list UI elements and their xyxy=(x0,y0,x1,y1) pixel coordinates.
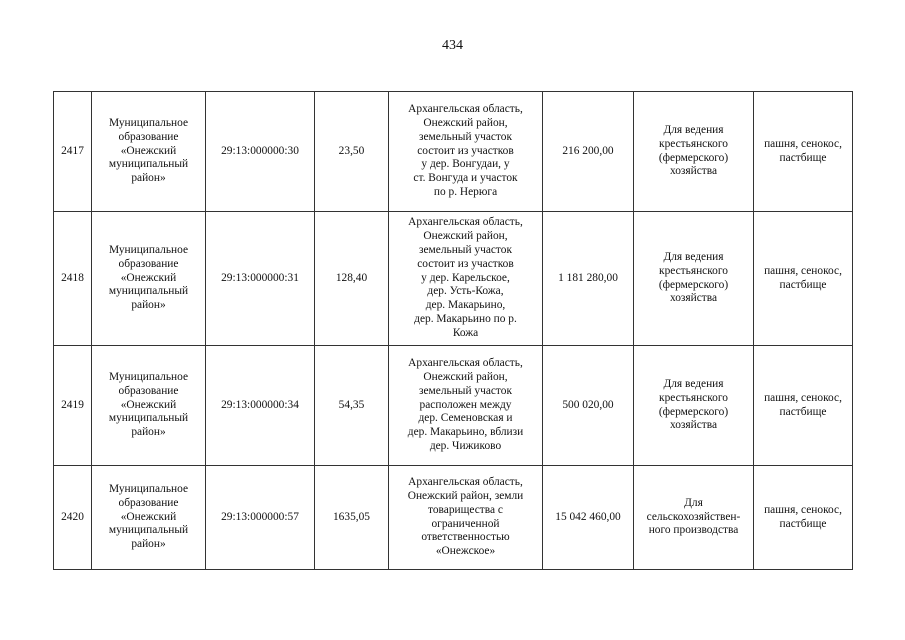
area-cell: 54,35 xyxy=(315,346,389,466)
permitted-use-cell: Для ведения крестьянского (фермерского) хозяйства xyxy=(634,92,754,212)
location-cell: Архангельская область, Онежский район, земли товарищества с ограниченной ответственностью «Онежское» xyxy=(389,466,543,570)
permitted-use-cell: Для ведения крестьянского (фермерского) хозяйства xyxy=(634,212,754,346)
owner-cell: Муниципальное образование «Онежский муниципальный район» xyxy=(92,466,206,570)
price-cell: 500 020,00 xyxy=(543,346,634,466)
permitted-use-cell: Для ведения крестьянского (фермерского) хозяйства xyxy=(634,346,754,466)
cadastral-number-cell: 29:13:000000:34 xyxy=(206,346,315,466)
area-cell: 23,50 xyxy=(315,92,389,212)
cadastral-number-cell: 29:13:000000:57 xyxy=(206,466,315,570)
row-number-cell: 2418 xyxy=(54,212,92,346)
cadastral-number-cell: 29:13:000000:31 xyxy=(206,212,315,346)
location-cell: Архангельская область, Онежский район, земельный участок состоит из участков у дер. Вонгудаи, у ст. Вонгуда и участок по р. Нерюга xyxy=(389,92,543,212)
price-cell: 216 200,00 xyxy=(543,92,634,212)
land-type-cell: пашня, сенокос, пастбище xyxy=(754,346,853,466)
land-type-cell: пашня, сенокос, пастбище xyxy=(754,466,853,570)
owner-cell: Муниципальное образование «Онежский муниципальный район» xyxy=(92,212,206,346)
land-plots-table xyxy=(53,91,853,570)
row-number-cell: 2419 xyxy=(54,346,92,466)
location-cell: Архангельская область, Онежский район, земельный участок расположен между дер. Семеновская и дер. Макарьино, вблизи дер. Чижиково xyxy=(389,346,543,466)
location-cell: Архангельская область, Онежский район, земельный участок состоит из участков у дер. Карельское, дер. Усть-Кожа, дер. Макарьино, дер. Макарьино по р. Кожа xyxy=(389,212,543,346)
price-cell: 1 181 280,00 xyxy=(543,212,634,346)
table-row xyxy=(54,466,853,570)
permitted-use-cell: Для сельскохозяйствен- ного производства xyxy=(634,466,754,570)
land-type-cell: пашня, сенокос, пастбище xyxy=(754,92,853,212)
table-row xyxy=(54,92,853,212)
price-cell: 15 042 460,00 xyxy=(543,466,634,570)
land-type-cell: пашня, сенокос, пастбище xyxy=(754,212,853,346)
owner-cell: Муниципальное образование «Онежский муниципальный район» xyxy=(92,346,206,466)
row-number-cell: 2420 xyxy=(54,466,92,570)
row-number-cell: 2417 xyxy=(54,92,92,212)
cadastral-number-cell: 29:13:000000:30 xyxy=(206,92,315,212)
area-cell: 1635,05 xyxy=(315,466,389,570)
table-row xyxy=(54,346,853,466)
area-cell: 128,40 xyxy=(315,212,389,346)
page-number: 434 xyxy=(442,38,463,53)
table-row xyxy=(54,212,853,346)
owner-cell: Муниципальное образование «Онежский муниципальный район» xyxy=(92,92,206,212)
